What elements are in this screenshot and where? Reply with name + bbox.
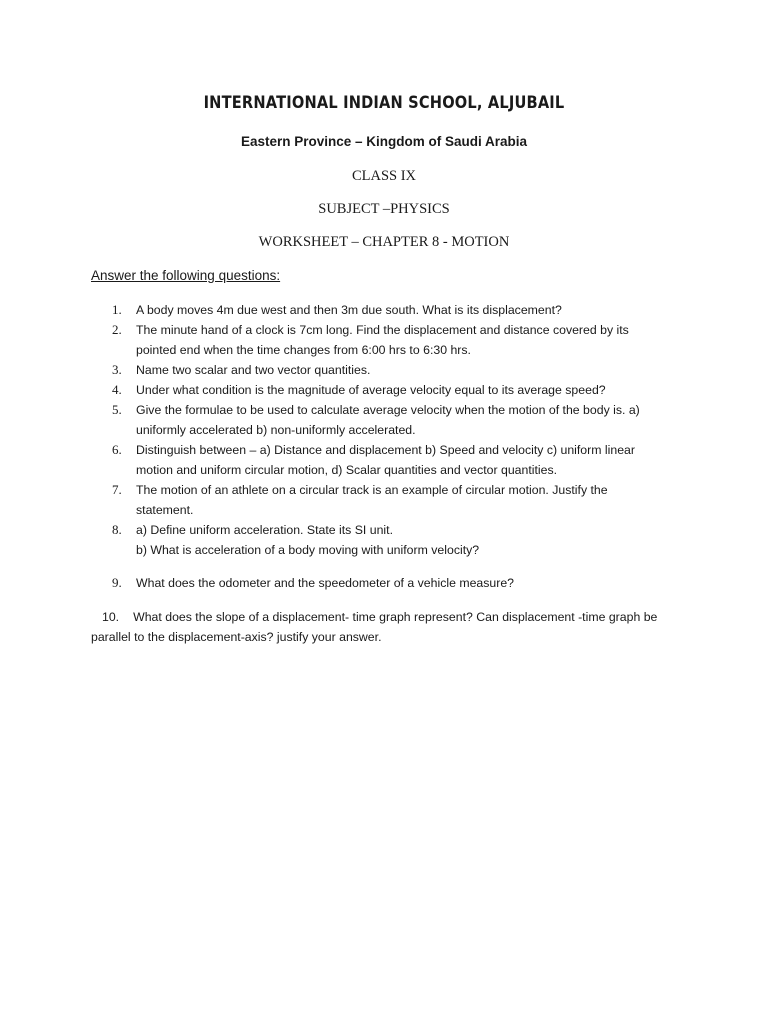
question-item	[112, 360, 672, 380]
question-10-line-1	[91, 607, 691, 627]
question-item	[112, 300, 672, 320]
question-text: What does the odometer and the speedometer of a vehicle measure?	[136, 576, 515, 590]
question-text: What does the slope of a displacement- time graph represent? Can displacement -time graph be	[133, 610, 658, 624]
question-text: motion and uniform circular motion, d) Scalar quantities and vector quantities.	[136, 463, 558, 477]
question-number: 3.	[112, 362, 122, 377]
question-number: 8.	[112, 522, 122, 537]
question-item	[112, 380, 672, 400]
question-text: The minute hand of a clock is 7cm long. Find the displacement and distance covered by its	[136, 323, 629, 337]
question-text: pointed end when the time changes from 6:00 hrs to 6:30 hrs.	[136, 343, 471, 357]
question-text: b) What is acceleration of a body moving with uniform velocity?	[136, 543, 480, 557]
question-text: a) Define uniform acceleration. State its SI unit.	[136, 523, 393, 537]
question-item-10	[91, 607, 691, 647]
location-line: Eastern Province – Kingdom of Saudi Arabia	[240, 134, 528, 149]
class-label: CLASS IX	[351, 168, 417, 184]
question-item	[112, 573, 672, 593]
question-text: statement.	[136, 503, 194, 517]
question-text: Distinguish between – a) Distance and displacement b) Speed and velocity c) uniform linear	[136, 443, 635, 457]
question-number: 1.	[112, 302, 122, 317]
question-number: 7.	[112, 482, 122, 497]
question-item	[112, 440, 672, 480]
question-10-line-2: parallel to the displacement-axis? justify your answer.	[91, 630, 382, 644]
question-item	[112, 400, 672, 440]
question-number: 5.	[112, 402, 122, 417]
question-text: uniformly accelerated b) non-uniformly accelerated.	[136, 423, 416, 437]
question-text: Give the formulae to be used to calculate average velocity when the motion of the body is. a)	[136, 403, 640, 417]
question-text: The motion of an athlete on a circular track is an example of circular motion. Justify the	[136, 483, 608, 497]
question-text: Name two scalar and two vector quantities.	[136, 363, 371, 377]
question-item	[112, 480, 672, 520]
question-number: 9.	[112, 575, 122, 590]
worksheet-label: WORKSHEET – CHAPTER 8 - MOTION	[258, 234, 510, 250]
school-title: INTERNATIONAL INDIAN SCHOOL, ALJUBAIL	[203, 93, 565, 113]
question-text: Under what condition is the magnitude of average velocity equal to its average speed?	[136, 383, 606, 397]
question-number: 6.	[112, 442, 122, 457]
question-text: A body moves 4m due west and then 3m due south. What is its displacement?	[136, 303, 562, 317]
question-number: 2.	[112, 322, 122, 337]
question-number: 10.	[102, 610, 120, 624]
question-item	[112, 520, 672, 560]
question-number: 4.	[112, 382, 122, 397]
subject-label: SUBJECT –PHYSICS	[318, 201, 450, 217]
instruction-heading: Answer the following questions:	[91, 268, 281, 283]
question-item	[112, 320, 672, 360]
